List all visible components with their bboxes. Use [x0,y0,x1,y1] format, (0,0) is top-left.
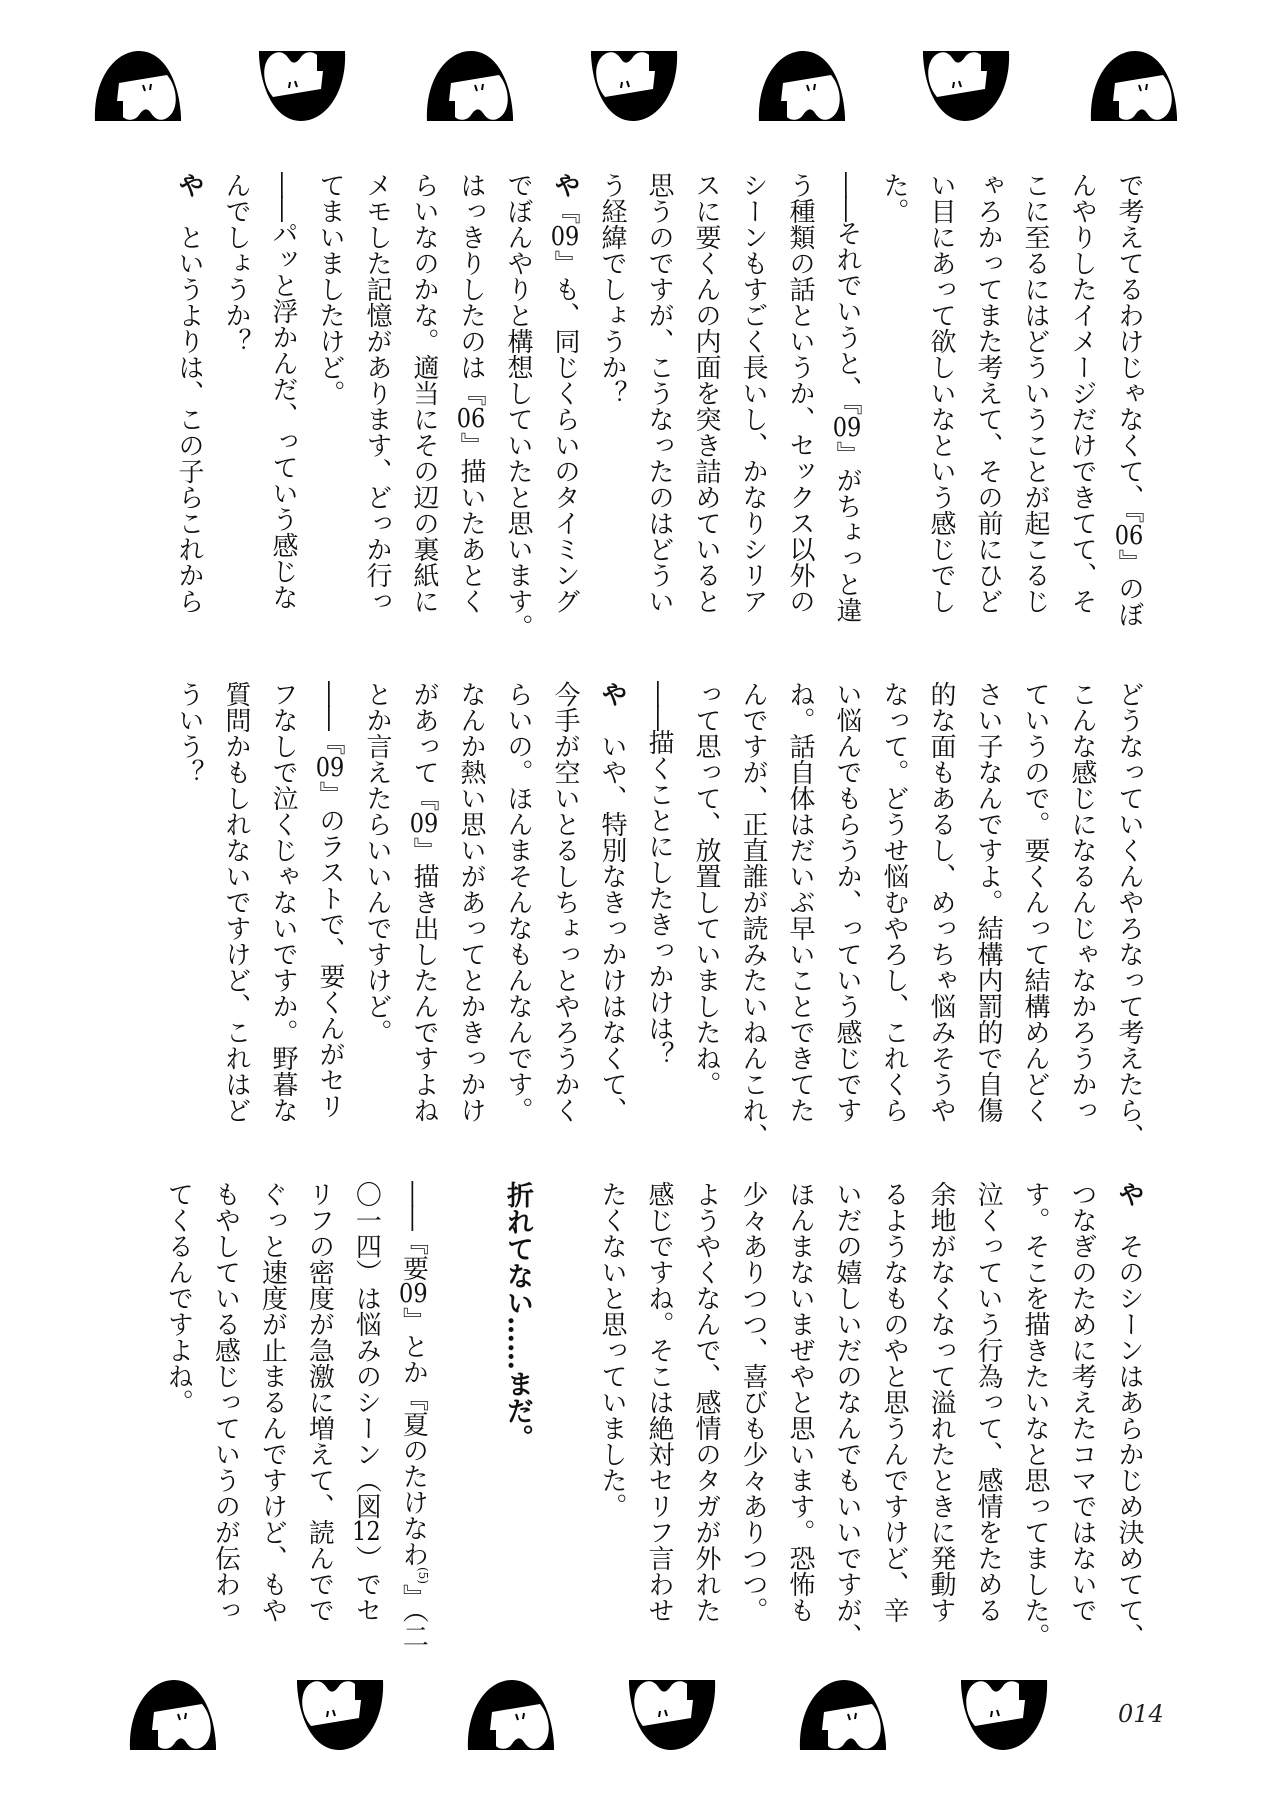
text-line [964,681,1011,1141]
text-run: 思うのですが、こうなったのはどうい [644,172,674,614]
face-a-icon [1083,49,1183,123]
text-run: 感じですね。そこは絶対セリフ言わせ [644,1181,674,1623]
text-line [870,172,917,632]
speaker-label: や [550,172,580,198]
text-line [682,681,729,1141]
section-heading: 折れてない……まだ。 [502,1181,533,1451]
text-run: す。そこを描きたいなと思ってました。 [1020,1181,1050,1649]
number-run: 09 [409,811,439,837]
text-run: つなぎのために考えたコマではないで [1067,1181,1097,1623]
text-line [295,1181,342,1641]
text-run: んやりしたイメージだけできてて、そ [1067,172,1097,614]
text-run: い目にあって欲しいなという感じでし [926,172,956,614]
text-line [342,1181,389,1641]
text-run: とか言えたらいいんですけど。 [362,681,392,1045]
number-run: 09 [550,224,580,250]
number-run: 09 [315,755,345,781]
text-block [165,172,1152,640]
face-a-icon [792,1678,892,1752]
text-line [1011,1181,1058,1649]
text-line [494,681,541,1141]
text-line [541,681,588,1141]
text-line [635,1181,682,1641]
text-line [870,681,917,1141]
text-line [1105,1181,1152,1649]
number-run: 06 [456,406,486,432]
text-run: 余地がなくなって溢れたときに発動す [926,1181,956,1623]
text-run: 少々ありつつ、喜びも少々ありつつ。 [738,1181,768,1623]
text-line [400,172,447,632]
text-line [870,1181,917,1641]
text-line [541,1181,588,1641]
text-line [1058,681,1105,1141]
text-run: いや、特別なきっかけはなくて、 [597,707,627,1123]
text-run: う経緯でしょうか？ [597,172,627,406]
speaker-label: や [174,172,204,198]
text-run: らいなのかな。適当にその辺の裏紙に [409,172,439,614]
text-line [201,1181,248,1641]
text-line [389,1181,446,1649]
text-line [212,681,259,1141]
text-line [212,172,259,632]
text-line [917,681,964,1141]
text-line [1011,172,1058,632]
face-b-icon [585,49,685,123]
text-line [1105,681,1152,1149]
text-line [682,172,729,632]
face-a-icon [751,49,851,123]
face-b-icon [917,49,1017,123]
text-line [541,172,588,632]
text-line [635,681,682,1141]
text-run: はっきりしたのは『 [456,172,486,406]
text-line [917,1181,964,1641]
page-number: 014 [1118,1700,1164,1728]
text-block [165,681,1152,1149]
text-run: でぼんやりと構想していたと思います。 [503,172,533,640]
text-run: 』のラストで、要くんがセリ [315,781,345,1119]
text-run: があって『 [409,681,439,811]
text-line [446,1181,493,1641]
text-line [248,1181,295,1641]
text-line [493,1181,541,1641]
text-run: い悩んでもらうか、っていう感じです [832,681,862,1123]
text-run: こに至るにはどういうことが起こるじ [1020,172,1050,614]
text-run: で考えてるわけじゃなくて、『 [1114,172,1144,523]
text-line [1105,172,1152,632]
text-line [306,681,353,1141]
text-line [165,172,212,632]
text-line [823,1181,870,1649]
text-run: てくるんですよね。 [163,1181,194,1415]
text-run: リフの密度が急激に増えて、読んでで [304,1181,335,1623]
text-run: た。 [879,172,909,224]
text-line [823,172,870,632]
text-line [682,1181,729,1641]
text-run: シーンもすごく長いし、かなりシリア [738,172,768,614]
text-line [447,172,494,632]
text-run: どうなっていくんやろなって考えたら、 [1114,681,1144,1149]
text-run: う種類の話というか、セックス以外の [785,172,815,614]
text-run: なって。どうせ悩むやろし、これくら [879,681,909,1123]
interviewer-dash: ―― [398,1181,429,1229]
number-run: 09 [832,415,862,441]
interviewer-dash: ―― [644,681,674,729]
text-run: 』（二 [398,1584,429,1649]
text-line [447,681,494,1141]
text-run: 『 [550,198,580,224]
text-run: いだの嬉しいだのなんでもいいですが、 [832,1181,862,1649]
text-line [1011,681,1058,1141]
text-line [776,681,823,1141]
text-run: たくないと思っていました。 [597,1181,627,1519]
text-run: 〇一四）は悩みのシーン（図 [351,1181,382,1519]
text-run: ほんまないまぜやと思います。恐怖も [785,1181,815,1623]
text-line [729,1181,776,1641]
text-line [588,172,635,632]
text-line [729,681,776,1149]
text-run: るようなものやと思うんですけど、辛 [879,1181,909,1623]
face-a-icon [87,49,187,123]
text-run: もやしている感じっていうのが伝わっ [210,1181,241,1623]
text-run: スに要くんの内面を突き詰めていると [691,172,721,614]
interviewer-dash: ―― [315,681,345,729]
text-line [306,172,353,632]
face-a-icon [419,49,519,123]
text-line [964,1181,1011,1641]
text-line [776,1181,823,1641]
text-run: 泣くっていう行為って、感情をためる [973,1181,1003,1623]
text-line [964,172,1011,632]
text-run: フなしで泣くじゃないですか。野暮な [268,681,298,1123]
text-line [1058,1181,1105,1641]
text-run: 今手が空いとるしちょっとやろうかく [550,681,580,1123]
speaker-label: や [1114,1181,1144,1207]
face-b-icon [623,1678,723,1752]
text-line [353,681,400,1141]
face-b-icon [253,49,353,123]
text-line [259,172,306,632]
text-line [588,1181,635,1641]
text-run: んでしょうか？ [221,172,251,354]
text-line [635,172,682,632]
number-run: 06 [1114,523,1144,549]
interviewer-dash: ―― [832,172,862,220]
face-a-icon [460,1678,560,1752]
text-run: ゃろかってまた考えて、その前にひど [973,172,1003,614]
text-run: 質問かもしれないですけど、これはど [221,681,251,1123]
text-run: そのシーンはあらかじめ決めてて、 [1114,1207,1144,1649]
text-run: ぐっと速度が止まるんですけど、もや [257,1181,288,1623]
text-run: んですが、正直誰が読みたいねんこれ、 [738,681,768,1149]
text-run: 『要 [398,1229,429,1281]
text-run: というよりは、この子らこれから [174,198,204,614]
footnote-marker: (5) [416,1567,430,1584]
text-run: 』描いたあとく [456,432,486,614]
text-run: 描くことにしたきっかけは？ [644,729,674,1067]
text-run: それでいうと、『 [832,220,862,415]
text-run: らいの。ほんまそんなもんなんです。 [503,681,533,1123]
text-run: さい子なんですよ。結構内罰的で自傷 [973,681,1003,1123]
text-run: ようやくなんで、感情のタガが外れた [691,1181,721,1623]
number-run: 09 [399,1281,428,1307]
text-run: 』がちょっと違 [832,441,862,623]
text-line [400,681,447,1141]
text-run: なんか熱い思いがあってとかきっかけ [456,681,486,1123]
text-line [259,681,306,1141]
text-run: ういう？ [174,681,204,785]
text-line [494,172,541,640]
text-run: って思って、放置していましたね。 [691,681,721,1097]
text-run: 』も、同じくらいのタイミング [550,250,580,614]
text-line [917,172,964,632]
text-line [154,1181,201,1641]
text-line [588,681,635,1141]
face-b-icon [955,1678,1055,1752]
text-line [353,172,400,632]
text-line [1058,172,1105,632]
text-line [776,172,823,632]
text-run: 』描き出したんですよね [409,837,439,1123]
text-run: てまいましたけど。 [315,172,345,406]
text-block [163,1181,1152,1649]
text-run: 『 [315,729,345,755]
interviewer-dash: ―― [268,172,298,220]
text-run: メモした記憶があります、どっか行っ [362,172,392,614]
text-run: ていうので。要くんって結構めんどく [1020,681,1050,1123]
text-run: 』のぼ [1114,549,1144,627]
text-run: こんな感じになるんじゃなかろうかっ [1067,681,1097,1123]
text-run: ）でセ [351,1545,382,1623]
text-line [823,681,870,1141]
text-run: ね。話自体はだいぶ早いことできてた [785,681,815,1123]
text-line [165,681,212,1141]
text-run: 的な面もあるし、めっちゃ悩みそうや [926,681,956,1123]
text-run: 』とか『夏のたけなわ [398,1307,429,1567]
face-a-icon [122,1678,222,1752]
text-run: パッと浮かんだ、っていう感じな [268,220,298,610]
text-line [729,172,776,632]
number-run: 12 [352,1519,381,1545]
speaker-label: や [597,681,627,707]
face-b-icon [291,1678,391,1752]
